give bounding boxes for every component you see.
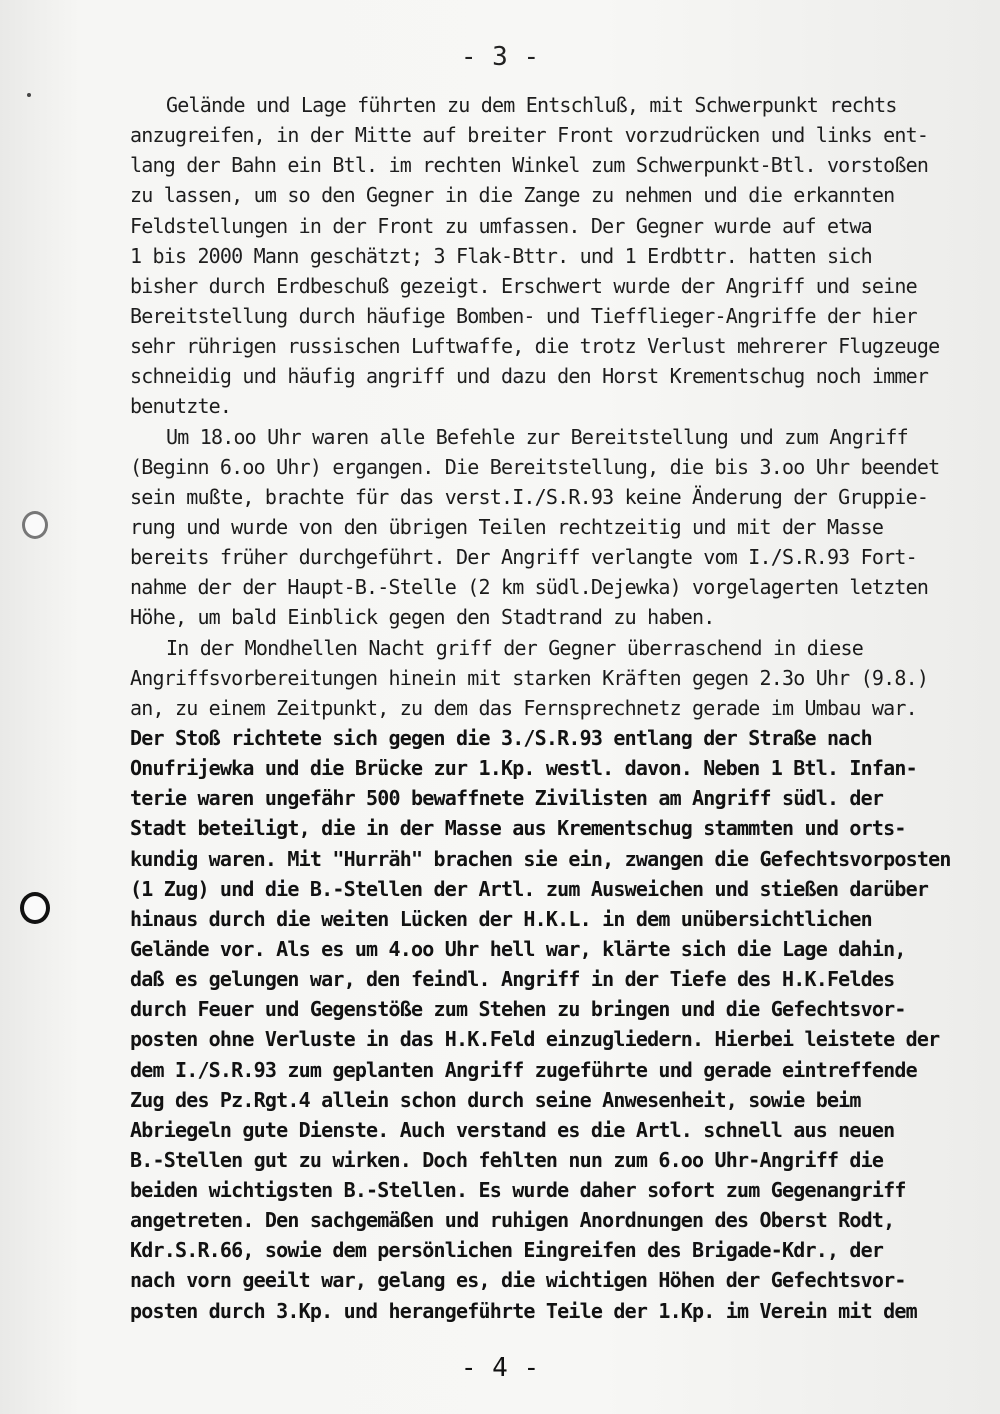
text-line: sehr rührigen russischen Luftwaffe, die trotz Verlust mehrerer Flugzeuge — [130, 334, 940, 359]
text-line: durch Feuer und Gegenstöße zum Stehen zu bringen und die Gefechtsvor- — [130, 997, 906, 1022]
text-line: B.-Stellen gut zu wirken. Doch fehlten nun zum 6.oo Uhr-Angriff die — [130, 1147, 884, 1172]
text-line: (Beginn 6.oo Uhr) ergangen. Die Bereitstellung, die bis 3.oo Uhr beendet — [130, 454, 940, 479]
text-line: In der Mondhellen Nacht griff der Gegner überraschend in diese — [166, 635, 863, 660]
text-line: schneidig und häufig angriff und dazu den Horst Krementschug noch immer — [130, 364, 929, 389]
text-line: bereits früher durchgeführt. Der Angriff verlangte vom I./S.R.93 Fort- — [130, 545, 917, 570]
text-line: Um 18.oo Uhr waren alle Befehle zur Bereitstellung und zum Angriff — [166, 424, 908, 449]
typewritten-text — [130, 90, 990, 1326]
text-line: Abriegeln gute Dienste. Auch verstand es die Artl. schnell aus neuen — [130, 1117, 895, 1142]
text-line: Stadt beteiligt, die in der Masse aus Krementschug stammten und orts- — [130, 816, 906, 841]
punch-hole-lower — [20, 892, 50, 924]
text-line: nach vorn geeilt war, gelang es, die wichtigen Höhen der Gefechtsvor- — [130, 1268, 906, 1293]
punch-hole-upper — [22, 511, 48, 539]
text-line: kundig waren. Mit "Hurräh" brachen sie ein, zwangen die Gefechtsvorposten — [130, 846, 951, 871]
text-line: Kdr.S.R.66, sowie dem persönlichen Eingreifen des Brigade-Kdr., der — [130, 1238, 884, 1263]
text-line: benutzte. — [130, 394, 232, 419]
text-line: 1 bis 2000 Mann geschätzt; 3 Flak-Bttr. und 1 Erdbttr. hatten sich — [130, 243, 872, 268]
text-line: beiden wichtigsten B.-Stellen. Es wurde daher sofort zum Gegenangriff — [130, 1178, 906, 1203]
text-line: nahme der der Haupt-B.-Stelle (2 km südl.Dejewka) vorgelagerten letzten — [130, 575, 929, 600]
text-line: posten ohne Verluste in das H.K.Feld einzugliedern. Hierbei leistete der — [130, 1027, 940, 1052]
text-line: an, zu einem Zeitpunkt, zu dem das Fernsprechnetz gerade im Umbau war. — [130, 695, 917, 720]
text-line: Feldstellungen in der Front zu umfassen. Der Gegner wurde auf etwa — [130, 213, 872, 238]
text-line: dem I./S.R.93 zum geplanten Angriff zugeführte und gerade eintreffende — [130, 1057, 917, 1082]
text-line: Angriffsvorbereitungen hinein mit starken Kräften gegen 2.3o Uhr (9.8.) — [130, 665, 929, 690]
page-number-top: - 3 - — [460, 42, 540, 72]
text-line: sein mußte, brachte für das verst.I./S.R.93 keine Änderung der Gruppie- — [130, 484, 929, 509]
text-line: hinaus durch die weiten Lücken der H.K.L. in dem unübersichtlichen — [130, 906, 872, 931]
text-line: bisher durch Erdbeschuß gezeigt. Erschwert wurde der Angriff und seine — [130, 273, 917, 298]
text-line: rung und wurde von den übrigen Teilen rechtzeitig und mit der Masse — [130, 514, 884, 539]
text-line: Gelände und Lage führten zu dem Entschluß, mit Schwerpunkt rechts — [166, 93, 897, 117]
text-line: terie waren ungefähr 500 bewaffnete Zivilisten am Angriff südl. der — [130, 786, 884, 811]
text-line: anzugreifen, in der Mitte auf breiter Front vorzudrücken und links ent- — [130, 123, 929, 148]
text-line: Der Stoß richtete sich gegen die 3./S.R.93 entlang der Straße nach — [130, 725, 872, 750]
text-line: Höhe, um bald Einblick gegen den Stadtrand zu haben. — [130, 605, 715, 630]
text-line: Gelände vor. Als es um 4.oo Uhr hell war, klärte sich die Lage dahin, — [130, 936, 906, 961]
text-line: lang der Bahn ein Btl. im rechten Winkel zum Schwerpunkt-Btl. vorstoßen — [130, 153, 929, 178]
text-line: Onufrijewka und die Brücke zur 1.Kp. westl. davon. Neben 1 Btl. Infan- — [130, 756, 917, 781]
text-line: posten durch 3.Kp. und herangeführte Teile der 1.Kp. im Verein mit dem — [130, 1298, 917, 1323]
ink-speck — [27, 93, 31, 97]
text-line: angetreten. Den sachgemäßen und ruhigen Anordnungen des Oberst Rodt, — [130, 1208, 895, 1233]
text-line: zu lassen, um so den Gegner in die Zange zu nehmen und die erkannten — [130, 183, 895, 208]
page-number-bottom: - 4 - — [460, 1353, 540, 1383]
text-line: (1 Zug) und die B.-Stellen der Artl. zum Ausweichen und stießen darüber — [130, 876, 929, 901]
text-line: Zug des Pz.Rgt.4 allein schon durch seine Anwesenheit, sowie beim — [130, 1087, 861, 1112]
text-line: Bereitstellung durch häufige Bomben- und Tiefflieger-Angriffe der hier — [130, 303, 917, 328]
text-line: daß es gelungen war, den feindl. Angriff in der Tiefe des H.K.Feldes — [130, 967, 895, 992]
